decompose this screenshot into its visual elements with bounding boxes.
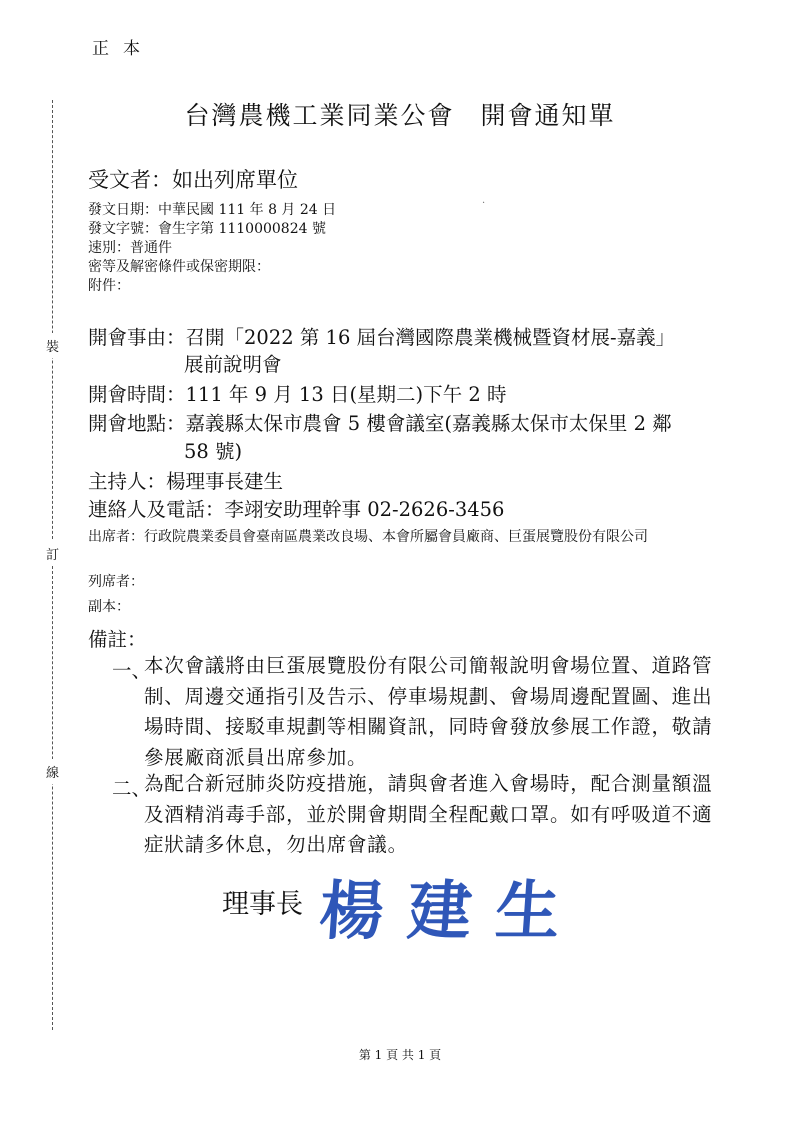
note-2-num: 二、 bbox=[112, 777, 152, 800]
copy-label: 正本 bbox=[92, 39, 154, 59]
attendees-present-label: 出席者： bbox=[88, 529, 144, 545]
speed bbox=[88, 237, 172, 257]
notes-label: 備註： bbox=[88, 628, 147, 651]
meeting-time bbox=[88, 379, 506, 407]
attendees-observers bbox=[88, 571, 144, 591]
meeting-time-label: 開會時間： bbox=[88, 383, 186, 406]
meeting-host-label: 主持人： bbox=[88, 470, 167, 493]
scan-speck: · bbox=[482, 198, 486, 209]
observers-label: 列席者： bbox=[88, 574, 144, 590]
title-org: 台灣農機工業同業公會 bbox=[184, 101, 455, 130]
recipient-value: 如出列席單位 bbox=[172, 168, 298, 192]
binding-mark-ding: 訂 bbox=[46, 541, 59, 566]
carbon-copy bbox=[88, 596, 130, 616]
meeting-subject-value: 召開「2022 第 16 屆台灣國際農業機械暨資材展-嘉義」 bbox=[185, 326, 676, 349]
contact-label: 連絡人及電話： bbox=[88, 498, 225, 521]
issue-date bbox=[88, 199, 336, 219]
meeting-time-value: 111 年 9 月 13 日(星期二)下午 2 時 bbox=[185, 383, 507, 406]
meeting-place bbox=[88, 408, 672, 436]
issue-number bbox=[88, 218, 326, 238]
meeting-subject-cont: 展前說明會 bbox=[184, 353, 282, 376]
attachment-label: 附件： bbox=[88, 278, 130, 294]
meeting-place-value: 嘉義縣太保市農會 5 樓會議室(嘉義縣太保市太保里 2 鄰 bbox=[185, 412, 672, 435]
meeting-place-label: 開會地點： bbox=[88, 412, 186, 435]
recipient bbox=[88, 164, 298, 194]
meeting-subject-label: 開會事由： bbox=[88, 326, 186, 349]
speed-value: 普通件 bbox=[130, 240, 172, 256]
page-footer: 第 1 頁 共 1 頁 bbox=[358, 1048, 442, 1062]
contact-value: 李翊安助理幹事 02-2626-3456 bbox=[224, 498, 505, 521]
meeting-subject bbox=[88, 322, 675, 350]
note-2-text: 為配合新冠肺炎防疫措施，請與會者進入會場時，配合測量額溫及酒精消毒手部，並於開會期間全程配戴口罩。如有呼吸道不適症狀請多休息，勿出席會議。 bbox=[144, 772, 713, 856]
signature-stamp: 楊建生 bbox=[316, 874, 587, 949]
signature-title: 理事長 bbox=[222, 889, 303, 920]
note-1-text: 本次會議將由巨蛋展覽股份有限公司簡報說明會場位置、道路管制、周邊交通指引及告示、停車場規劃、會場周邊配置圖、進出場時間、接駁車規劃等相關資訊，同時會發放參展工作證，敬請參展廠商派員出席參加。 bbox=[144, 654, 713, 769]
title-doc: 開會通知單 bbox=[480, 101, 616, 130]
attendees-present-value: 行政院農業委員會臺南區農業改良場、本會所屬會員廠商、巨蛋展覽股份有限公司 bbox=[144, 529, 648, 545]
binding-mark-xian: 線 bbox=[46, 759, 59, 784]
issue-date-label: 發文日期： bbox=[88, 202, 158, 218]
binding-mark-zhuang: 裝 bbox=[46, 333, 59, 358]
meeting-place-cont: 58 號) bbox=[184, 440, 243, 463]
security-label: 密等及解密條件或保密期限： bbox=[88, 259, 270, 275]
issue-number-value: 會生字第 1110000824 號 bbox=[158, 221, 326, 237]
meeting-host-value: 楊理事長建生 bbox=[166, 470, 284, 493]
meeting-host bbox=[88, 466, 283, 494]
cc-label: 副本： bbox=[88, 599, 130, 615]
note-1-num: 一、 bbox=[112, 659, 152, 682]
issue-date-value: 中華民國 111 年 8 月 24 日 bbox=[158, 202, 337, 218]
speed-label: 速別： bbox=[88, 240, 130, 256]
attendees-present bbox=[88, 526, 728, 548]
contact bbox=[88, 494, 504, 522]
security-level bbox=[88, 256, 270, 276]
issue-number-label: 發文字號： bbox=[88, 221, 158, 237]
recipient-label: 受文者： bbox=[88, 168, 172, 192]
document-title bbox=[0, 96, 800, 132]
attachment bbox=[88, 275, 130, 295]
